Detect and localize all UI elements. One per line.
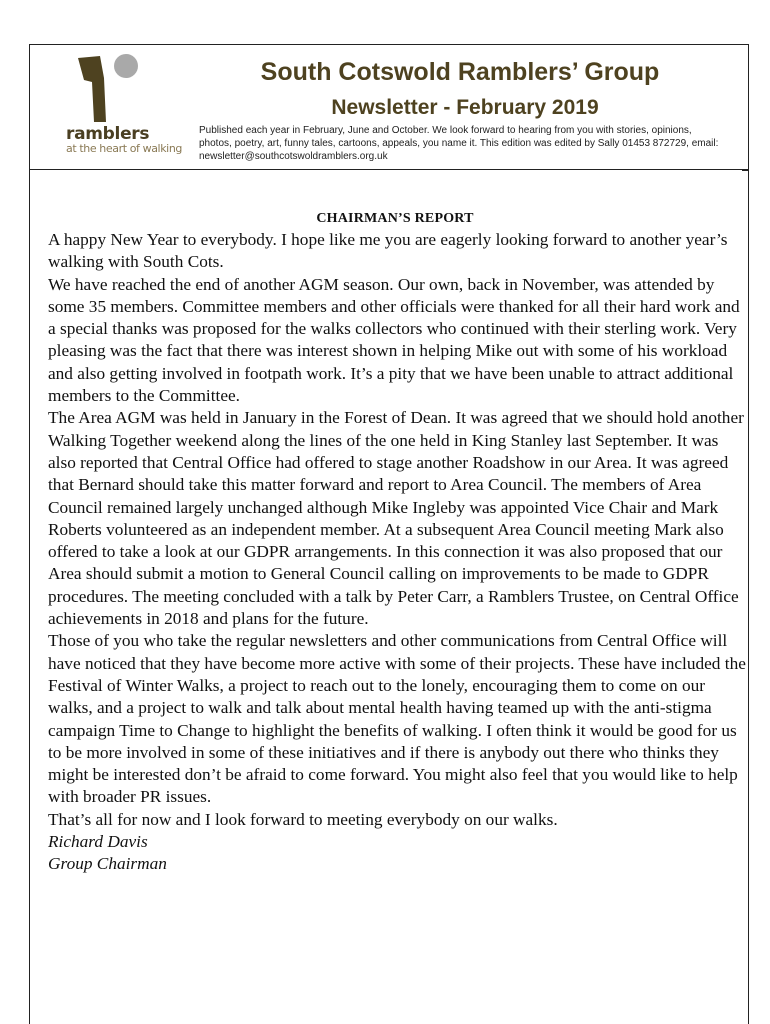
newsletter-intro: Published each year in February, June and October. We look forward to hearing from you with stories, opinions, photos, poetry, art, funny tales, cartoons, appeals, you name it. This edition was edited by Sally 01453 872729, email: newsletter@southcotswoldramblers.org.uk [199, 125, 719, 162]
logo-dot-icon [114, 54, 138, 78]
newsletter-title: South Cotswold Ramblers’ Group [260, 58, 660, 86]
header-divider-end [742, 169, 749, 171]
signature-name: Richard Davis [48, 832, 148, 852]
report-paragraph: A happy New Year to everybody. I hope like me you are eagerly looking forward to another year’s walking with South Cots. [48, 230, 728, 272]
report-paragraph: That’s all for now and I look forward to meeting everybody on our walks. [48, 809, 558, 829]
report-paragraph: We have reached the end of another AGM season. Our own, back in November, was attended by some 35 members. Committee members and other officials were thanked for all their hard work and a special thanks was proposed for the walks collectors who continued with their sterling work. Very pleasing was the fact that there was interest shown in helping Mike out with some of his workload and also getting involved in footpath work. It’s a pity that we have been unable to attract additional members to the Committee. [48, 274, 740, 406]
logo-wordmark: ramblers [66, 124, 150, 144]
report-paragraph: Those of you who take the regular newsletters and other communications from Central Office will have noticed that they have become more active with some of their projects. These have included the Festival of Winter Walks, a project to reach out to the lonely, encouraging them to come on our walks, and a project to walk and talk about mental health having teamed up with the anti-stigma campaign Time to Change to highlight the benefits of walking. I often think it would be good for us to be more involved in some of these initiatives and if there is anybody out there who thinks they might be interested don’t be afraid to come forward. You might also feel that you would like to help with broader PR issues. [48, 631, 746, 807]
signature-role: Group Chairman [48, 854, 167, 874]
report-paragraph: The Area AGM was held in January in the Forest of Dean. It was agreed that we should hold another Walking Together weekend along the lines of the one held in King Stanley last September. It was also reported that Central Office had offered to stage another Roadshow in our Area. It was agreed that Bernard should take this matter forward and report to Area Council. The members of Area Council remained largely unchanged although Mike Ingleby was appointed Vice Chair and Mark Roberts volunteered as an independent member. At a subsequent Area Council meeting Mark also offered to take a look at our GDPR arrangements. In this connection it was also proposed that our Area should submit a motion to General Council calling on improvements to be made to GDPR procedures. The meeting concluded with a talk by Peter Carr, a Ramblers Trustee, on Central Office achievements in 2018 and plans for the future. [48, 408, 744, 629]
header-divider [29, 169, 749, 170]
newsletter-subtitle: Newsletter - February 2019 [331, 96, 599, 119]
report-heading: CHAIRMAN’S REPORT [316, 211, 474, 226]
report-body [48, 229, 748, 876]
logo-stem-icon [78, 56, 106, 122]
logo-tagline: at the heart of walking [66, 142, 182, 155]
